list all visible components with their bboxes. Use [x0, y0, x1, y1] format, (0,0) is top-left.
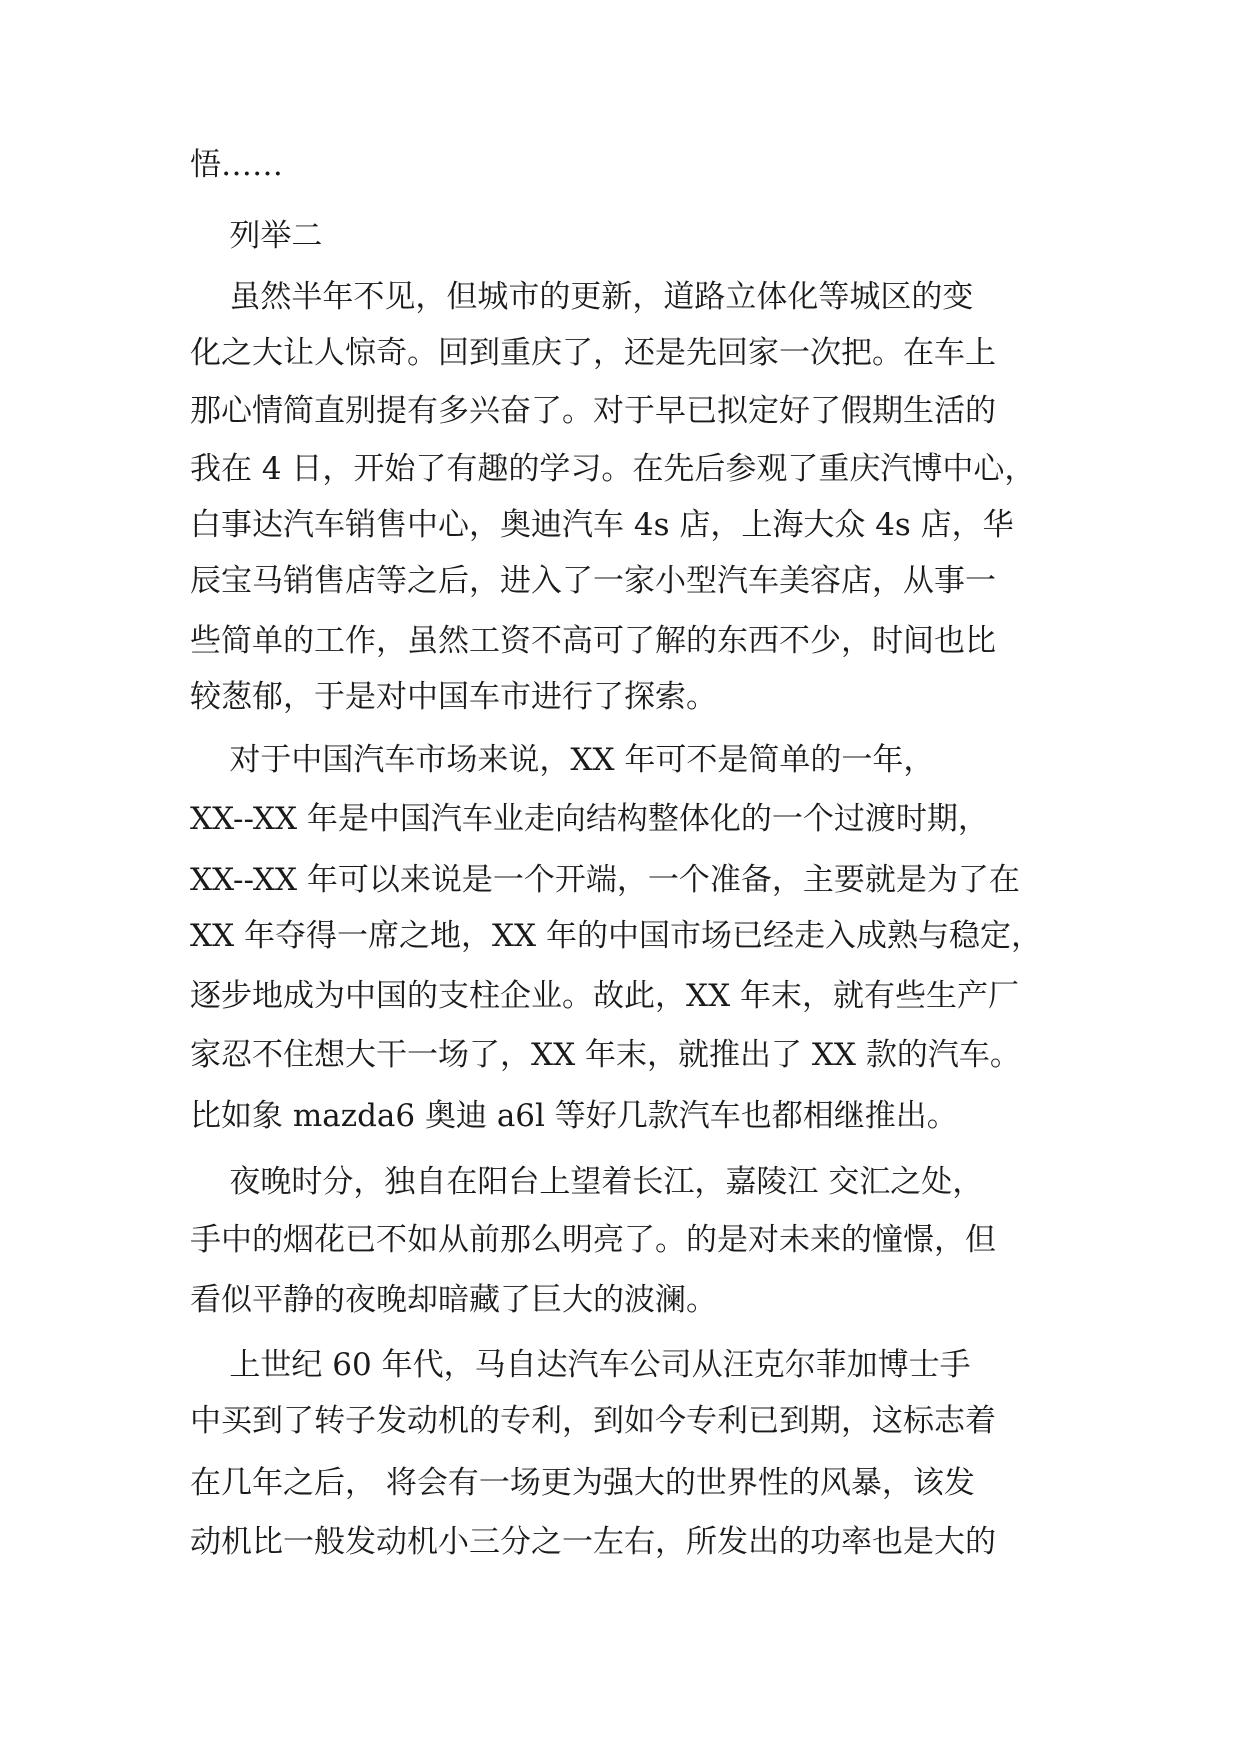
text-line: 虽然半年不见，但城市的更新，道路立体化等城区的变: [190, 279, 974, 315]
text-line: 夜晚时分，独自在阳台上望着长江，嘉陵江 交汇之处，: [190, 1164, 984, 1200]
text-line: 比如象 mazda6 奥迪 a6l 等好几款汽车也都相继推出。: [190, 1098, 958, 1134]
text-line: 较葱郁，于是对中国车市进行了探索。: [190, 679, 717, 715]
text-line: 家忍不住想大干一场了，XX 年末，就推出了 XX 款的汽车。: [190, 1037, 1021, 1073]
text-line: 辰宝马销售店等之后，进入了一家小型汽车美容店，从事一: [190, 563, 996, 599]
text-line: XX 年夺得一席之地，XX 年的中国市场已经走入成熟与稳定，: [190, 918, 1042, 954]
text-line: 对于中国汽车市场来说，XX 年可不是简单的一年，: [190, 742, 935, 778]
text-line: 那心情简直别提有多兴奋了。对于早已拟定好了假期生活的: [190, 393, 996, 429]
text-line: 动机比一般发动机小三分之一左右，所发出的功率也是大的: [190, 1524, 996, 1560]
text-line: 悟……: [190, 147, 283, 183]
text-line: XX--XX 年可以来说是一个开端，一个准备，主要就是为了在: [190, 862, 1020, 898]
text-line: 我在 4 日，开始了有趣的学习。在先后参观了重庆汽博中心，: [190, 451, 1036, 487]
text-line: 中买到了转子发动机的专利，到如今专利已到期，这标志着: [190, 1403, 996, 1439]
text-line: 逐步地成为中国的支柱企业。故此，XX 年末，就有些生产厂: [190, 978, 1019, 1014]
section-heading: 列举二: [190, 218, 323, 254]
text-line: 手中的烟花已不如从前那么明亮了。的是对未来的憧憬，但: [190, 1222, 996, 1258]
text-line: 白事达汽车销售中心，奥迪汽车 4s 店，上海大众 4s 店，华: [190, 507, 1014, 543]
text-line: 上世纪 60 年代，马自达汽车公司从汪克尔菲加博士手: [190, 1347, 971, 1383]
text-line: 在几年之后， 将会有一场更为强大的世界性的风暴，该发: [190, 1465, 975, 1501]
text-line: 看似平静的夜晚却暗藏了巨大的波澜。: [190, 1282, 717, 1318]
text-line: XX--XX 年是中国汽车业走向结构整体化的一个过渡时期，: [190, 801, 989, 837]
text-line: 些简单的工作，虽然工资不高可了解的东西不少，时间也比: [190, 623, 996, 659]
text-line: 化之大让人惊奇。回到重庆了，还是先回家一次把。在车上: [190, 335, 996, 371]
